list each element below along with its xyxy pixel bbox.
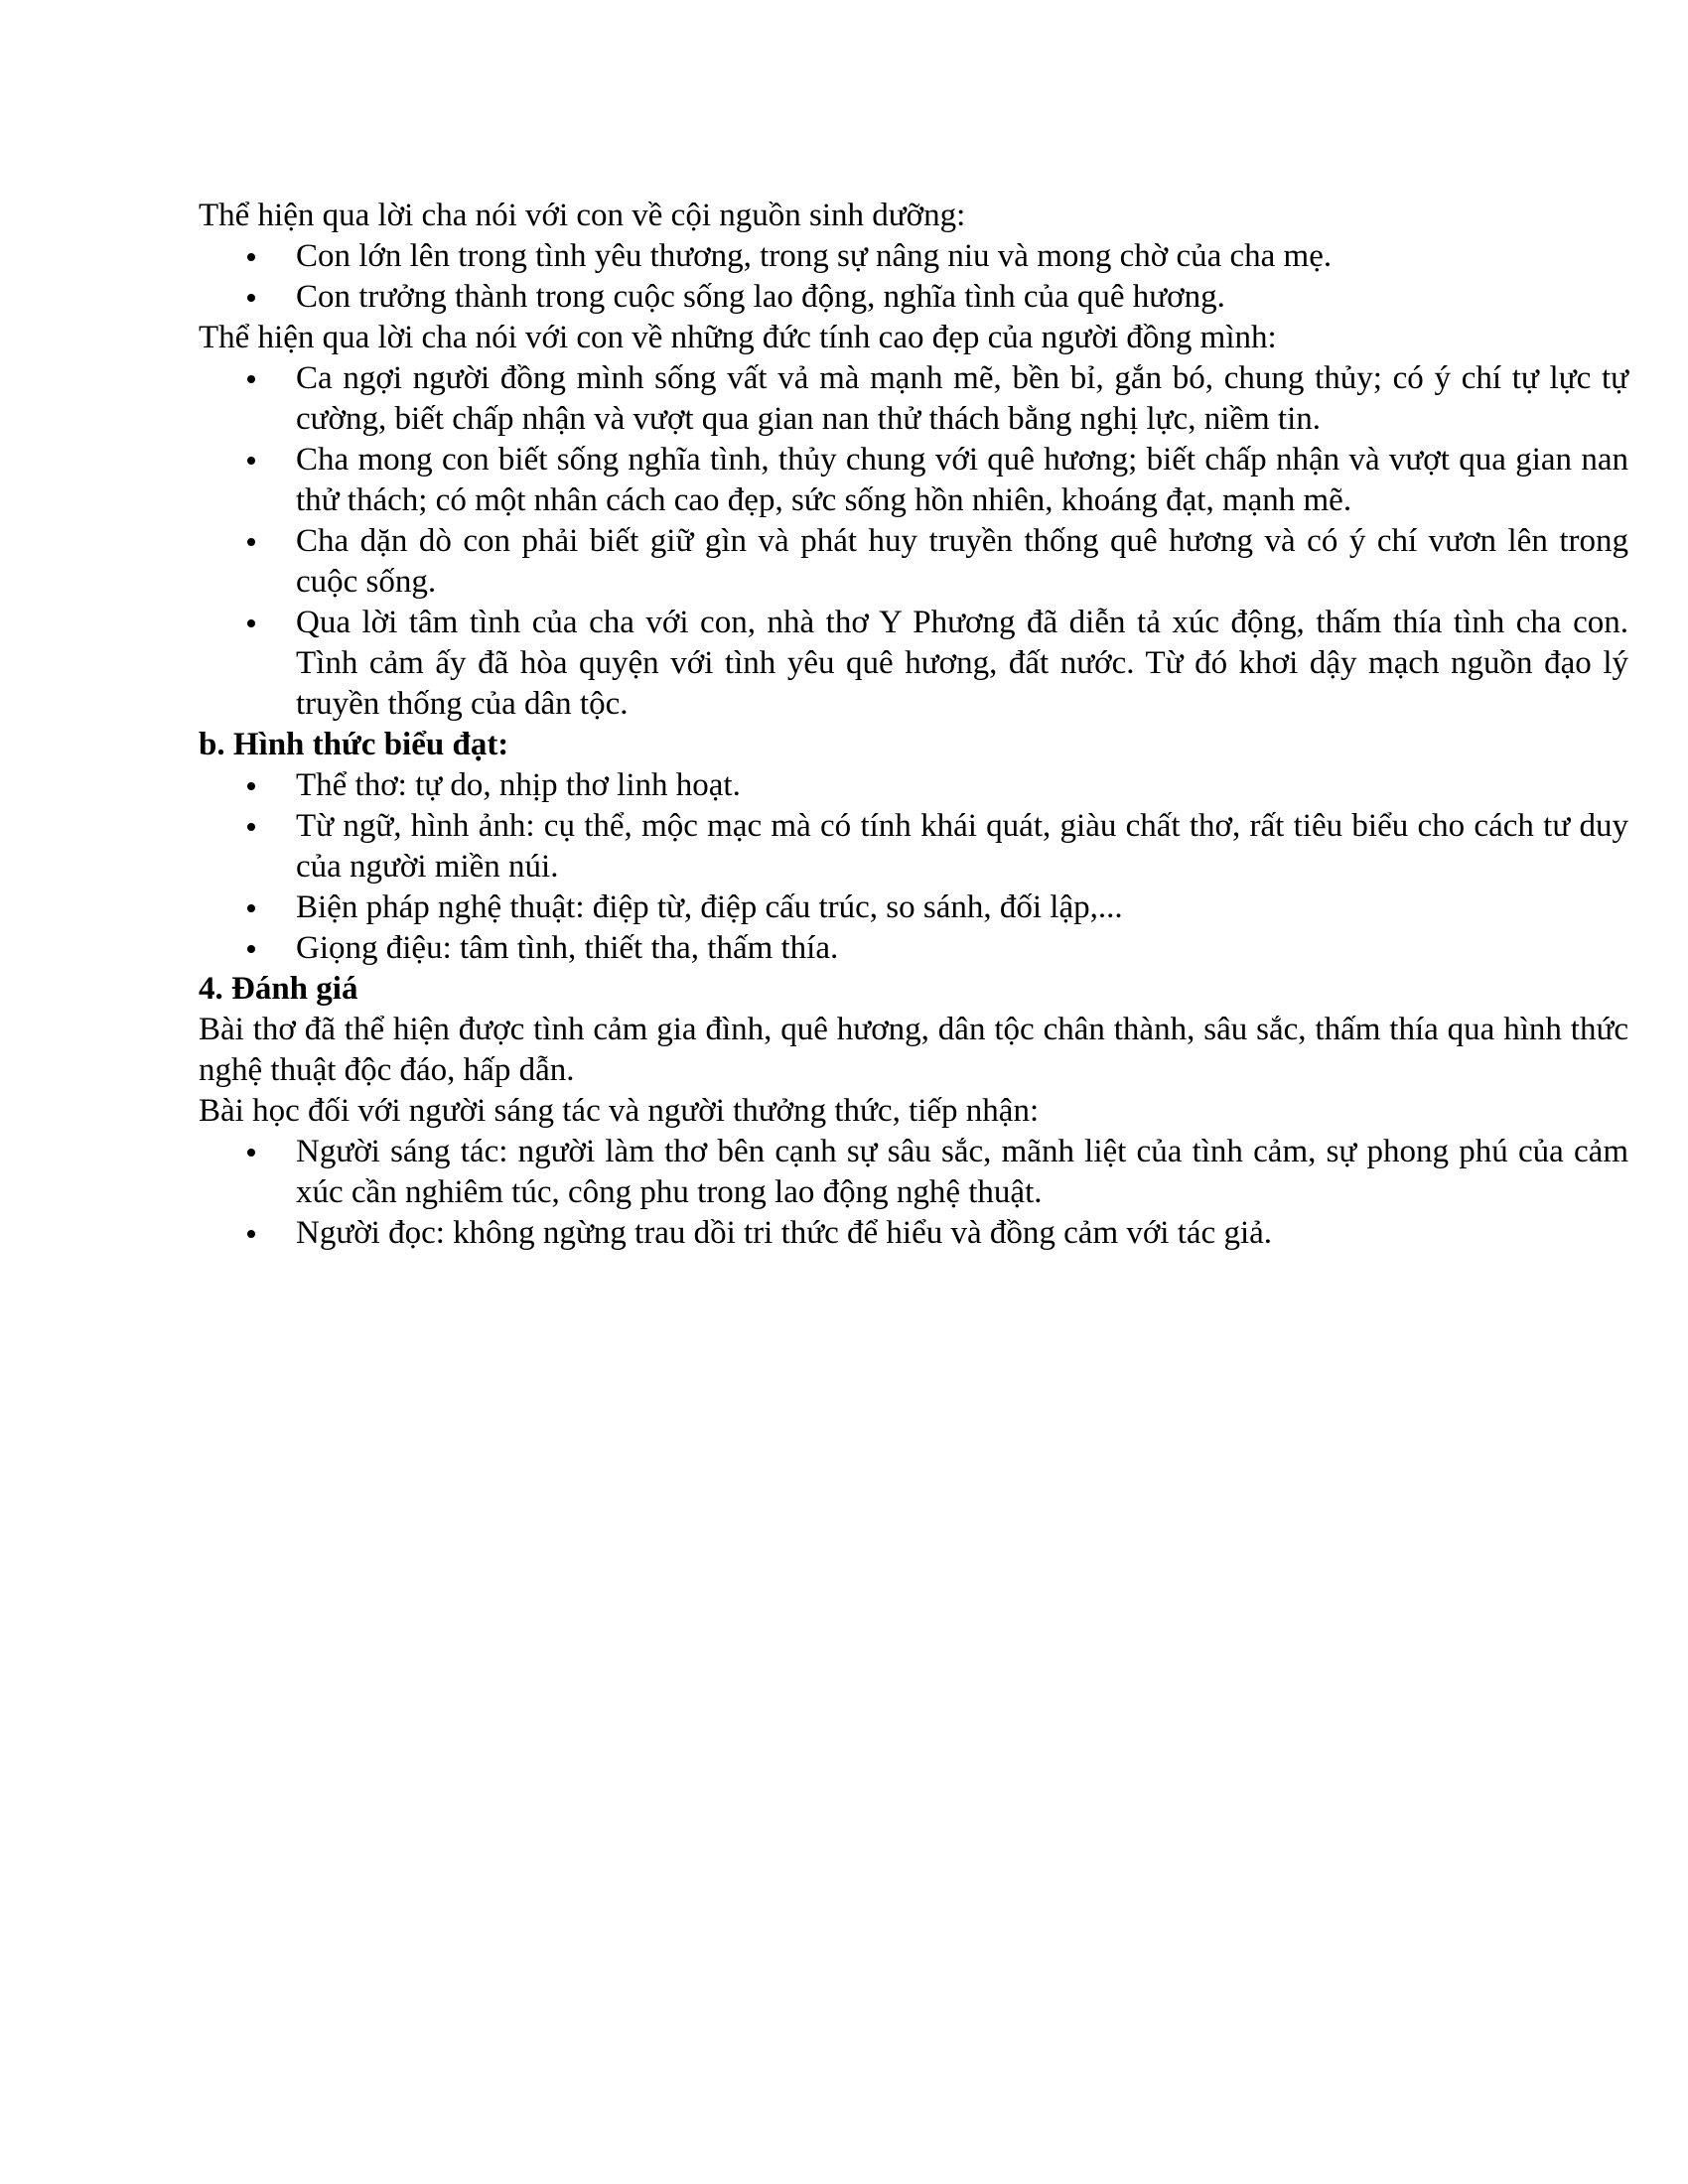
list-item-text: Thể thơ: tự do, nhịp thơ linh hoạt. <box>296 767 741 803</box>
lesson-bullet-list <box>199 1132 1628 1254</box>
list-item <box>296 358 1628 440</box>
bullet-icon <box>247 457 255 465</box>
section-heading-evaluation: 4. Đánh giá <box>199 971 358 1007</box>
list-item-text: Người sáng tác: người làm thơ bên cạnh sự sâu sắc, mãnh liệt của tình cảm, sự phong phú của cảm xúc cần nghiêm túc, công phu trong lao động nghệ thuật. <box>296 1134 1628 1210</box>
bullet-icon <box>247 375 255 383</box>
document-page <box>199 196 1628 1254</box>
bullet-icon <box>247 619 255 627</box>
lesson-intro-paragraph: Bài học đối với người sáng tác và người thưởng thức, tiếp nhận: <box>199 1093 1040 1129</box>
bullet-icon <box>247 823 255 831</box>
bullet-icon <box>247 538 255 546</box>
list-item-text: Người đọc: không ngừng trau dồi tri thức để hiểu và đồng cảm với tác giả. <box>296 1215 1273 1251</box>
bullet-icon <box>247 945 255 953</box>
evaluation-paragraph: Bài thơ đã thể hiện được tình cảm gia đình, quê hương, dân tộc chân thành, sâu sắc, thấm thía qua hình thức nghệ thuật độc đáo, hấp dẫn. <box>199 1012 1628 1088</box>
origin-bullet-list <box>199 236 1628 318</box>
bullet-icon <box>247 294 255 302</box>
form-bullet-list <box>199 765 1628 969</box>
list-item <box>296 765 1628 806</box>
list-item-text: Qua lời tâm tình của cha với con, nhà thơ Y Phương đã diễn tả xúc động, thấm thía tình cha con. Tình cảm ấy đã hòa quyện với tình yêu quê hương, đất nước. Từ đó khơi dậy mạch nguồn đạo lý truyền thống của dân tộc. <box>296 605 1628 722</box>
list-item-text: Con lớn lên trong tình yêu thương, trong sự nâng niu và mong chờ của cha mẹ. <box>296 238 1333 274</box>
list-item <box>296 277 1628 318</box>
list-item-text: Cha mong con biết sống nghĩa tình, thủy chung với quê hương; biết chấp nhận và vượt qua gian nan thử thách; có một nhân cách cao đẹp, sức sống hồn nhiên, khoáng đạt, mạnh mẽ. <box>296 442 1628 518</box>
list-item <box>296 1132 1628 1213</box>
list-item-text: Cha dặn dò con phải biết giữ gìn và phát huy truyền thống quê hương và có ý chí vươn lên trong cuộc sống. <box>296 523 1628 600</box>
virtues-bullet-list <box>199 358 1628 725</box>
list-item-text: Biện pháp nghệ thuật: điệp từ, điệp cấu trúc, so sánh, đối lập,... <box>296 889 1123 925</box>
list-item-text: Giọng điệu: tâm tình, thiết tha, thấm thía. <box>296 930 839 966</box>
bullet-icon <box>247 1149 255 1157</box>
list-item <box>296 1213 1628 1254</box>
bullet-icon <box>247 253 255 261</box>
intro-paragraph-virtues: Thể hiện qua lời cha nói với con về những đức tính cao đẹp của người đồng mình: <box>199 320 1277 355</box>
list-item-text: Từ ngữ, hình ảnh: cụ thể, mộc mạc mà có tính khái quát, giàu chất thơ, rất tiêu biểu cho cách tư duy của người miền núi. <box>296 808 1628 885</box>
intro-paragraph-origin: Thể hiện qua lời cha nói với con về cội nguồn sinh dưỡng: <box>199 198 966 233</box>
list-item <box>296 928 1628 969</box>
list-item <box>296 236 1628 277</box>
section-heading-form: b. Hình thức biểu đạt: <box>199 727 509 762</box>
list-item <box>296 806 1628 887</box>
bullet-icon <box>247 782 255 790</box>
bullet-icon <box>247 904 255 912</box>
bullet-icon <box>247 1230 255 1238</box>
list-item-text: Ca ngợi người đồng mình sống vất vả mà mạnh mẽ, bền bỉ, gắn bó, chung thủy; có ý chí tự lực tự cường, biết chấp nhận và vượt qua gian nan thử thách bằng nghị lực, niềm tin. <box>296 360 1628 437</box>
list-item <box>296 887 1628 928</box>
list-item <box>296 603 1628 725</box>
list-item-text: Con trưởng thành trong cuộc sống lao động, nghĩa tình của quê hương. <box>296 279 1225 315</box>
list-item <box>296 440 1628 521</box>
list-item <box>296 521 1628 603</box>
